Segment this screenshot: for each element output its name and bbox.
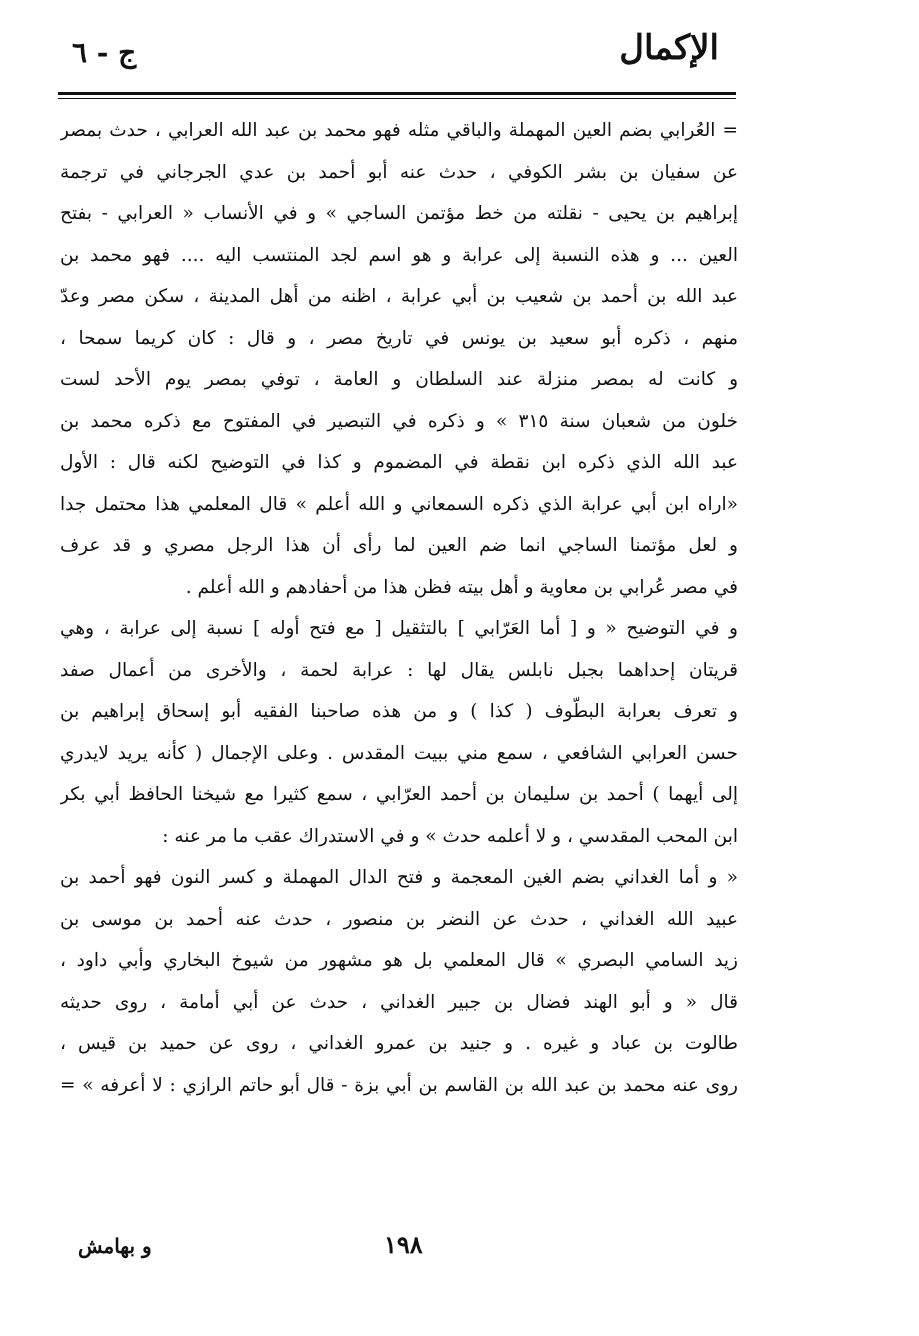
text-line: « و أما الغداني بضم الغين المعجمة و فتح الدال المهملة و كسر النون فهو أحمد بن [60, 867, 738, 888]
text-line: عبد الله الذي ذكره ابن نقطة في المضموم و كذا في التوضيح لكنه قال : الأول [60, 452, 738, 473]
header-rule-thick [58, 92, 736, 95]
page-header [0, 0, 919, 80]
volume-label: ج - ٦ [72, 36, 137, 69]
text-line: و كانت له بمصر منزلة عند السلطان و العامة ، توفي بمصر يوم الأحد لست [60, 369, 738, 390]
text-line: عن سفيان بن بشر الكوفي ، حدث عنه أبو أحمد بن عدي الجرجاني في ترجمة [60, 161, 738, 183]
text-line: روى عنه محمد بن عبد الله بن القاسم بن أبي بزة - قال أبو حاتم الرازي : لا أعرفه » = [60, 1074, 738, 1096]
text-line: و لعل مؤتمنا الساجي انما ضم العين لما رأى أن هذا الرجل مصري و قد عرف [60, 535, 738, 556]
page-number: ١٩٨ [384, 1230, 423, 1259]
text-line: ابن المحب المقدسي ، و لا أعلمه حدث » و في الاستدراك عقب ما مر عنه : [162, 825, 738, 847]
page-footer [0, 1228, 919, 1288]
text-line: قال « و أبو الهند فضال بن جبير الغداني ، حدث عن أبي أمامة ، روى حديثه [60, 991, 738, 1013]
header-rule-thin [58, 98, 736, 99]
text-line: في مصر عُرابي بن معاوية و أهل بيته فظن هذا من أحفادهم و الله أعلم . [185, 576, 738, 598]
text-line: «اراه ابن أبي عرابة الذي ذكره السمعاني و الله أعلم » قال المعلمي هذا محتمل جدا [60, 493, 738, 515]
text-line: طالوت بن عباد و غيره . و جنيد بن عمرو الغداني ، روى عن حميد بن قيس ، [60, 1033, 738, 1054]
text-line: عبيد الله الغداني ، حدث عن النضر بن منصور ، حدث عنه أحمد بن موسى بن [60, 908, 738, 930]
text-line: عبد الله بن أحمد بن شعيب بن أبي عرابة ، اظنه من أهل المدينة ، سكن مصر وعدّ [60, 286, 738, 307]
running-title: الإكمال [619, 28, 719, 68]
text-line: و في التوضيح « و [ أما العَرّابي ] بالتثقيل [ مع فتح أوله ] نسبة إلى عرابة ، وهي [60, 618, 738, 639]
text-line: إلى أيهما ) أحمد بن سليمان بن أحمد العرّابي ، سمع كثيرا مع شيخنا الحافظ أبي بكر [60, 784, 738, 805]
text-line: = العُرابي بضم العين المهملة والباقي مثله فهو محمد بن عبد الله العرابي ، حدث بمصر [60, 120, 738, 141]
footnote-continuation: و بهامش [78, 1234, 152, 1258]
body-text [60, 110, 738, 1106]
text-line: و تعرف بعرابة البطّوف ( كذا ) و من هذه صاحبنا الفقيه أبو إسحاق إبراهيم بن [60, 701, 738, 722]
text-line: العين ... و هذه النسبة إلى عرابة و هو اسم لجد المنتسب اليه .... فهو محمد بن [60, 244, 738, 266]
text-line: خلون من شعبان سنة ٣١٥ » و ذكره في التبصير في المفتوح مع ذكره محمد بن [60, 410, 738, 432]
text-line: إبراهيم بن يحيى - نقلته من خط مؤتمن الساجي » و في الأنساب « العرابي - بفتح [60, 203, 738, 224]
text-line: حسن العرابي الشافعي ، سمع مني ببيت المقدس . وعلى الإجمال ( كأنه يريد لايدري [60, 742, 738, 764]
text-line: منهم ، ذكره أبو سعيد بن يونس في تاريخ مصر ، و قال : كان كريما سمحا ، [60, 327, 738, 349]
text-line: زيد السامي البصري » قال المعلمي بل هو مشهور من شيوخ البخاري وأبي داود ، [60, 950, 738, 971]
text-line: قريتان إحداهما بجبل نابلس يقال لها : عرابة لحمة ، والأخرى من أعمال صفد [60, 659, 738, 681]
